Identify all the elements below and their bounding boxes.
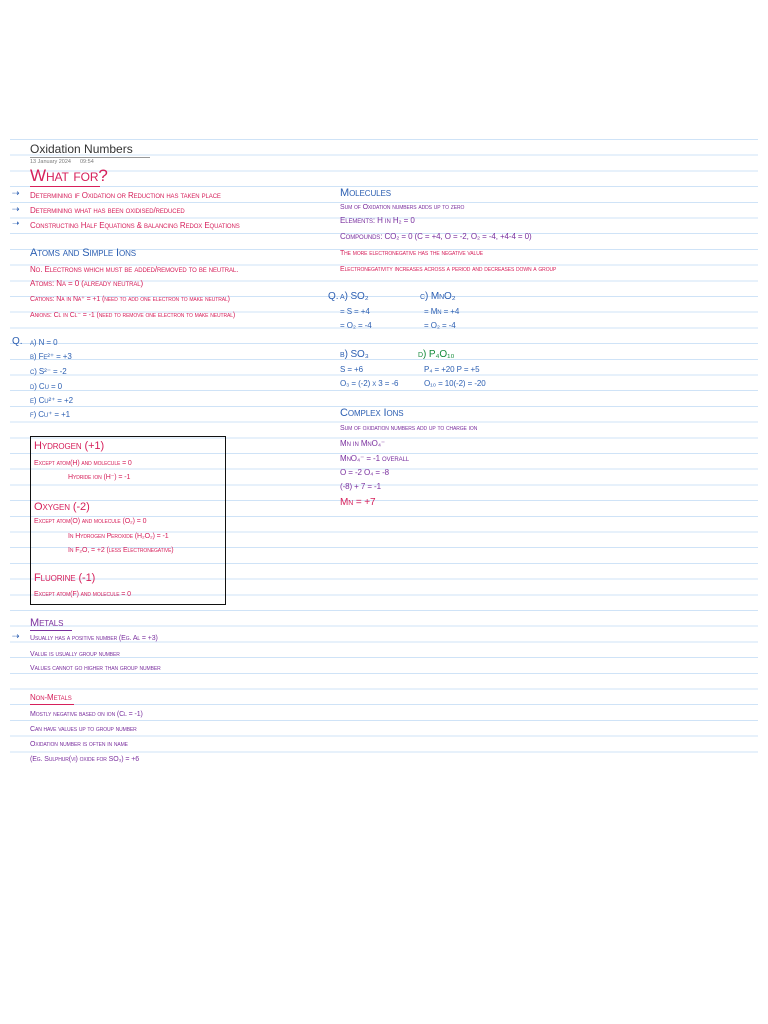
cations-line: Cations: Na in Na⁺ = +1 (need to add one electron to make neutral): [30, 296, 230, 303]
complex-line: (-8) + 7 = -1: [340, 482, 381, 491]
arrow-icon: ⇢: [12, 204, 20, 214]
complex-ions-heading: Complex Ions: [340, 407, 404, 419]
fluorine-except: Except atom(F) and molecule = 0: [34, 591, 131, 598]
atoms-rule: No. Electrons which must be added/removed to be neutral.: [30, 265, 239, 274]
q2-d-line: O₁₀ = 10(-2) = -20: [424, 379, 486, 388]
electronegativity-trend: Electronegativity increases across a period and decreases down a group: [340, 266, 557, 273]
q2-a-title: a) SO₂: [340, 291, 369, 302]
note-date: 13 January 2024: [30, 159, 71, 165]
what-for-item: Constructing Half Equations & balancing Redox Equations: [30, 221, 240, 230]
atoms-line: Atoms: Na = 0 (already neutral): [30, 279, 144, 288]
title-underline: [30, 157, 150, 158]
q2-a-line: = S = +4: [340, 307, 370, 316]
what-for-item: Determining if Oxidation or Reduction has taken place: [30, 191, 221, 200]
complex-line: MnO₄⁻ = -1 overall: [340, 454, 410, 463]
q1-answer: c) S²⁻ = -2: [30, 367, 67, 376]
molecules-elements: Elements: H in H₂ = 0: [340, 216, 415, 225]
hydrogen-except: Except atom(H) and molecule = 0: [34, 460, 132, 467]
oxygen-except: Except atom(O) and molecule (O₂) = 0: [34, 518, 147, 525]
q1-answer: e) Cu²⁺ = +2: [30, 396, 73, 405]
complex-line: Mn in MnO₄⁻: [340, 439, 386, 448]
complex-line: Mn = +7: [340, 497, 376, 508]
nonmetals-item: Mostly negative based on ion (Cl = -1): [30, 711, 143, 718]
oxygen-f2o: In F₂O, = +2 (less Electronegative): [68, 547, 174, 554]
q1-answer: f) Cu⁺ = +1: [30, 410, 71, 419]
anions-line: Anions: Cl in Cl⁻ = -1 (need to remove one electron to make neutral): [30, 312, 236, 319]
q2-d-title: d) P₄O₁₀: [418, 349, 455, 360]
molecules-heading: Molecules: [340, 187, 391, 199]
q2-c-title: c) MnO₂: [420, 291, 456, 302]
oxygen-peroxide: In Hydrogen Peroxide (H₂O₂) = -1: [68, 533, 169, 540]
what-for-item: Determining what has been oxidised/reduced: [30, 206, 185, 215]
hydrogen-title: Hydrogen (+1): [34, 440, 105, 452]
q2-b-title: b) SO₃: [340, 349, 369, 360]
what-for-heading: What for?: [30, 166, 108, 185]
metals-underline: [30, 630, 72, 631]
q2-c-line: = Mn = +4: [424, 307, 460, 316]
hydrogen-hydride: Hydride ion (H⁻) = -1: [68, 474, 131, 481]
nonmetals-item: (Eg. Sulphur(vi) oxide for SO₃) = +6: [30, 756, 139, 763]
oxygen-title: Oxygen (-2): [34, 501, 90, 513]
q2-b-line: S = +6: [340, 365, 363, 374]
q2-a-line: = O₂ = -4: [340, 321, 372, 330]
metals-item: Value is usually group number: [30, 651, 120, 658]
page-title[interactable]: Oxidation Numbers: [30, 142, 133, 156]
q1-answer: b) Fe²⁺ = +3: [30, 352, 72, 361]
nonmetals-item: Oxidation number is often in name: [30, 741, 128, 748]
fluorine-title: Fluorine (-1): [34, 572, 96, 584]
nonmetals-item: Can have values up to group number: [30, 726, 137, 733]
metals-heading: Metals: [30, 617, 64, 629]
q2-d-line: P₄ = +20 P = +5: [424, 365, 480, 374]
q1-answer: d) Cu = 0: [30, 382, 62, 391]
nonmetals-underline: [30, 704, 74, 705]
arrow-icon: ⇢: [12, 631, 20, 641]
metals-item: Values cannot go higher than group number: [30, 665, 161, 672]
molecules-rule: Sum of Oxidation numbers adds up to zero: [340, 204, 465, 211]
q1-answer: a) N = 0: [30, 338, 58, 347]
electronegativity-rule: The more electronegative has the negative value: [340, 250, 483, 257]
complex-line: O = -2 O₄ = -8: [340, 468, 389, 477]
question-label: Q.: [12, 336, 23, 347]
q2-c-line: = O₂ = -4: [424, 321, 456, 330]
question-label: Q.: [328, 291, 339, 302]
note-time: 09:54: [80, 159, 94, 165]
arrow-icon: ➝: [12, 218, 20, 228]
molecules-compounds: Compounds: CO₂ = 0 (C = +4, O = -2, O₂ = -4, +4-4 = 0): [340, 232, 532, 241]
complex-ions-rule: Sum of oxidation numbers add up to charge ion: [340, 425, 478, 432]
arrow-icon: ⇢: [12, 188, 20, 198]
what-for-underline: [30, 186, 100, 187]
q2-b-line: O₃ = (-2) x 3 = -6: [340, 379, 399, 388]
nonmetals-heading: Non-Metals: [30, 693, 72, 702]
atoms-heading: Atoms and Simple Ions: [30, 247, 136, 259]
metals-item: Usually has a positive number (Eg. Al = +3): [30, 635, 158, 642]
